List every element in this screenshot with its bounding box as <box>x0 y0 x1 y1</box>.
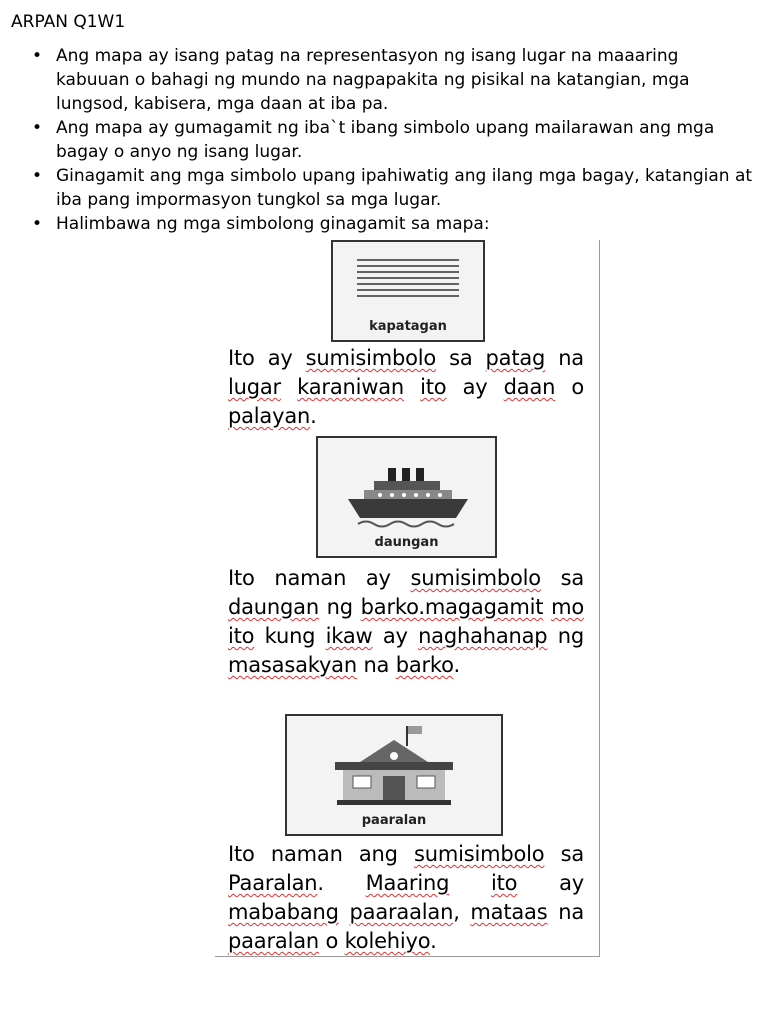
flagged-word: sumisimbolo <box>305 346 437 370</box>
flagged-word: paaraalan <box>349 900 454 924</box>
flagged-word: ito <box>420 375 447 399</box>
bullet-list <box>30 44 755 236</box>
text-segment: kung <box>254 624 326 648</box>
text-segment: . <box>317 871 366 895</box>
flagged-word: ito <box>491 871 518 895</box>
text-segment: o <box>555 375 584 399</box>
ship-icon <box>318 438 495 530</box>
map-symbols-figure <box>215 240 600 957</box>
text-segment: na <box>547 900 584 924</box>
text-segment: . <box>430 929 437 953</box>
flagged-word: ikaw <box>325 624 373 648</box>
text-segment: ay <box>372 624 419 648</box>
text-segment: na <box>545 346 584 370</box>
flagged-word: mababang <box>228 900 339 924</box>
text-segment: , <box>453 900 471 924</box>
flagged-word: mataas <box>470 900 548 924</box>
text-segment <box>281 375 297 399</box>
paaralan-symbol-box <box>285 714 503 836</box>
flagged-word: Maaring <box>365 871 450 895</box>
text-segment: o <box>318 929 345 953</box>
flagged-word: kolehiyo <box>344 929 431 953</box>
text-segment: Ito naman ay <box>228 566 411 590</box>
document-title: ARPAN Q1W1 <box>11 12 126 32</box>
text-segment <box>339 900 350 924</box>
flagged-word: Paaralan <box>228 871 318 895</box>
text-segment: Ito ay <box>228 346 306 370</box>
text-segment: sa <box>540 566 585 590</box>
symbol-description <box>228 344 584 431</box>
flagged-word: patag <box>485 346 546 370</box>
text-segment <box>543 595 551 619</box>
flagged-word: lugar <box>228 375 281 399</box>
text-segment: ng <box>318 595 361 619</box>
symbol-label: kapatagan <box>369 319 447 334</box>
bullet-item: • Ang mapa ay isang patag na representasyon ng isang lugar na maaaring kabuuan o bahagi ng mundo na nagpapakita ng pisikal na katangian, mga lungsod, kabisera, mga daan at iba pa. <box>30 44 755 116</box>
flagged-word: barko <box>395 653 454 677</box>
daungan-symbol-box <box>316 436 497 558</box>
text-segment: Ito naman ang <box>228 842 414 866</box>
flagged-word: paaralan <box>228 929 319 953</box>
bullet-item: • Ginagamit ang mga simbolo upang ipahiwatig ang ilang mga bagay, katangian at iba pang impormasyon tungkol sa mga lugar. <box>30 164 755 212</box>
flagged-word: mo <box>551 595 584 619</box>
flagged-word: palayan <box>228 404 311 428</box>
flagged-word: barko.magagamit <box>360 595 544 619</box>
flagged-word: naghahanap <box>418 624 548 648</box>
text-segment: ay <box>517 871 585 895</box>
symbol-label: daungan <box>374 535 439 550</box>
flagged-word: ito <box>228 624 255 648</box>
text-segment: sa <box>544 842 585 866</box>
text-segment: sa <box>436 346 486 370</box>
text-segment <box>404 375 420 399</box>
text-segment: na <box>356 653 396 677</box>
bullet-item: • Halimbawa ng mga simbolong ginagamit sa mapa: <box>30 212 755 236</box>
symbol-description <box>228 840 584 956</box>
text-segment: . <box>310 404 317 428</box>
symbol-description <box>228 564 584 680</box>
flagged-word: daan <box>503 375 556 399</box>
school-icon <box>287 716 501 808</box>
flagged-word: sumisimbolo <box>410 566 541 590</box>
flagged-word: sumisimbolo <box>413 842 545 866</box>
kapatagan-symbol-box <box>331 240 485 342</box>
text-segment: ay <box>446 375 504 399</box>
symbol-label: paaralan <box>361 813 427 828</box>
flagged-word: masasakyan <box>228 653 357 677</box>
text-segment <box>449 871 491 895</box>
text-segment: . <box>453 653 460 677</box>
flagged-word: karaniwan <box>297 375 404 399</box>
bullet-item: • Ang mapa ay gumagamit ng iba`t ibang simbolo upang mailarawan ang mga bagay o anyo ng isang lugar. <box>30 116 755 164</box>
text-segment: ng <box>547 624 584 648</box>
plain-lines-icon <box>333 242 483 312</box>
flagged-word: daungan <box>228 595 319 619</box>
